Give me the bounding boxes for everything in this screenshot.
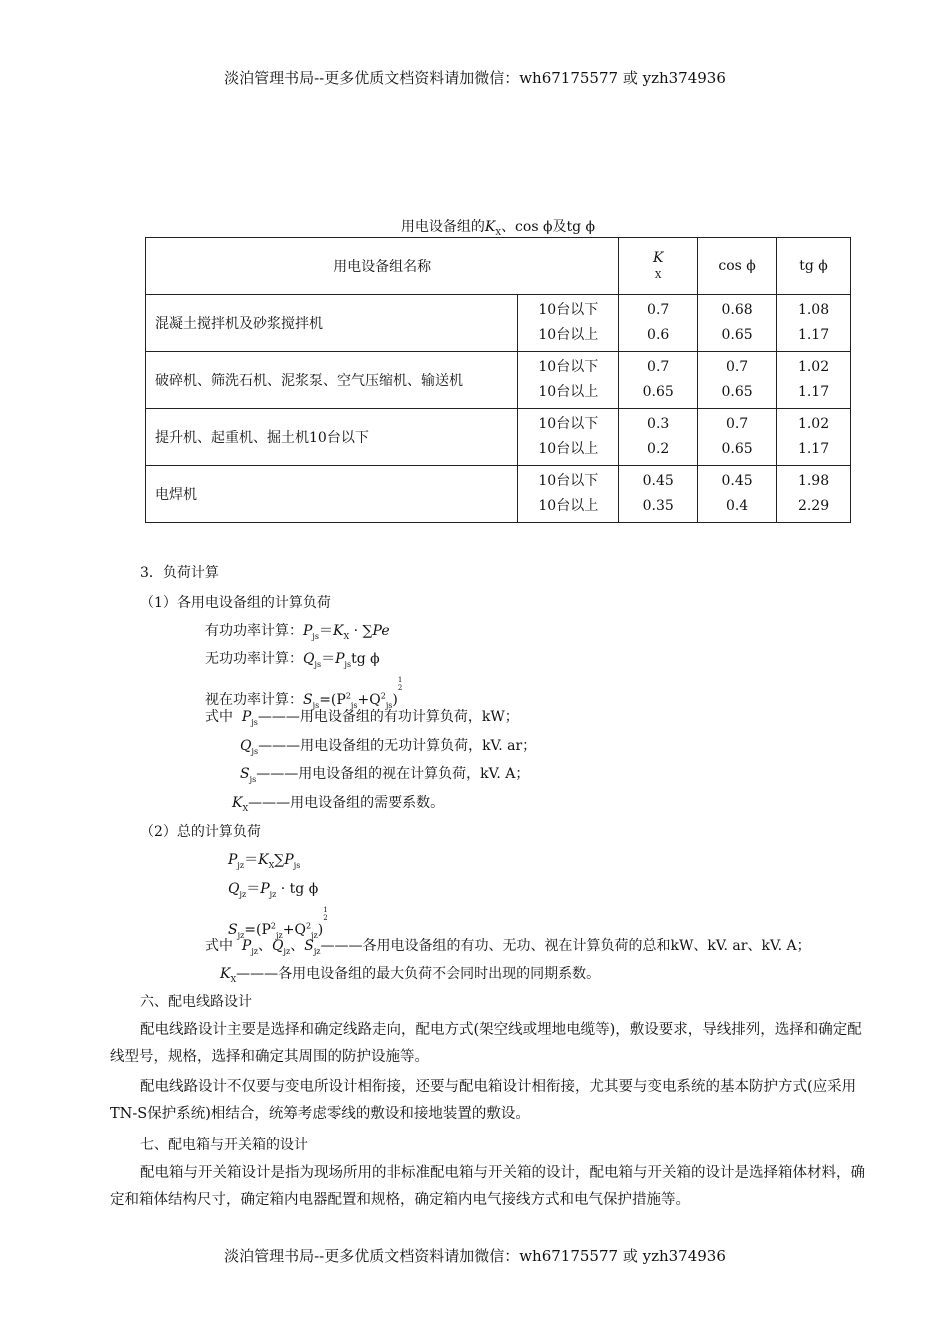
paragraph-boxes: 配电箱与开关箱设计是指为现场所用的非标准配电箱与开关箱的设计，配电箱与开关箱的设计是选择箱体材料，确定和箱体结构尺寸，确定箱内电器配置和规格，确定箱内电气接线方式和电气保护措施等。 [110,1165,865,1208]
page-footer: 淡泊管理书局--更多优质文档资料请加微信：wh67175577 或 yzh374936 [224,1247,726,1265]
formula-reactive-power: 无功功率计算：$Q_{js}=P_{js}tg$ ϕ [205,651,380,669]
table-row: 提升机、起重机、掘土机10台以下 10台以下 10台以上 0.3 0.2 0.7 0.65 1.02 1.17 [146,409,851,466]
paragraph-wiring-2: 配电线路设计不仅要与变电所设计相衔接，还要与配电箱设计相衔接，尤其要与变电系统的基本防护方式(应采用TN-S保护系统)相结合，统筹考虑零线的敷设和接地装置的敷设。 [110,1079,857,1122]
header-cos: cos ϕ [698,238,777,295]
table-header-row [146,238,851,295]
formula-total-q: $Q_{jz}=P_{jz}$ · tg ϕ [228,881,319,899]
table-row: 破碎机、筛洗石机、泥浆泵、空气压缩机、输送机 10台以下 10台以上 0.7 0.65 0.7 0.65 1.02 1.17 [146,352,851,409]
paragraph-wiring-1: 配电线路设计主要是选择和确定线路走向，配电方式(架空线或埋地电缆等)，敷设要求，导线排列，选择和确定配线型号，规格，选择和确定其周围的防护设施等。 [110,1022,862,1065]
header-equipment-name: 用电设备组名称 [146,238,619,295]
section-heading-boxes: 七、配电箱与开关箱的设计 [140,1137,308,1153]
subsection-total-load: （2）总的计算负荷 [140,824,261,840]
table-row: 电焊机 10台以下 10台以上 0.45 0.35 0.45 0.4 1.98 2.29 [146,466,851,523]
def-q-js: $Q_{js}———$用电设备组的无功计算负荷，kV. ar； [240,738,537,756]
table-row: 混凝土搅拌机及砂浆搅拌机 10台以下 10台以上 0.7 0.6 0.68 0.65 1.08 1.17 [146,295,851,352]
def-s-js: $S_{js}———$用电设备组的视在计算负荷，kV. A； [240,766,530,784]
def-total: 式中 $P_{jz}$、$Q_{jz}$、$S_{jz}———$各用电设备组的有功、无功、视在计算负荷的总和kW、kV. ar、kV. A； [205,938,811,956]
header-tg: tg ϕ [777,238,851,295]
def-kx-total: $K_X———$各用电设备组的最大负荷不会同时出现的同期系数。 [220,966,601,984]
formula-total-s: $S_{jz}=(P^2_{jz}+Q^2_{jz})1$ 2 [228,906,328,940]
formula-active-power: 有功功率计算：$P_{js}=K_X \cdot \sum Pe$ [205,623,390,641]
table-caption: 用电设备组的$K_X$、cos ϕ及tg ϕ [400,219,596,237]
formula-total-p: $P_{jz}=K_X\sum P_{js}$ [228,852,301,870]
formula-apparent-power: 视在功率计算：$S_{js}=(P^2_{js}+Q^2_{js})1$ 2 [205,676,403,710]
subsection-group-load: （1）各用电设备组的计算负荷 [140,595,331,611]
header-kx: K X [619,238,698,295]
demand-coefficient-table [145,237,851,523]
section-heading-load: 3．负荷计算 [140,565,219,581]
def-kx: $K_X———$用电设备组的需要系数。 [232,795,445,813]
def-p-js: 式中 $P_{js}———$用电设备组的有功计算负荷，kW； [205,709,519,727]
section-heading-wiring: 六、配电线路设计 [140,994,252,1010]
page-header: 淡泊管理书局--更多优质文档资料请加微信：wh67175577 或 yzh374936 [224,69,726,87]
